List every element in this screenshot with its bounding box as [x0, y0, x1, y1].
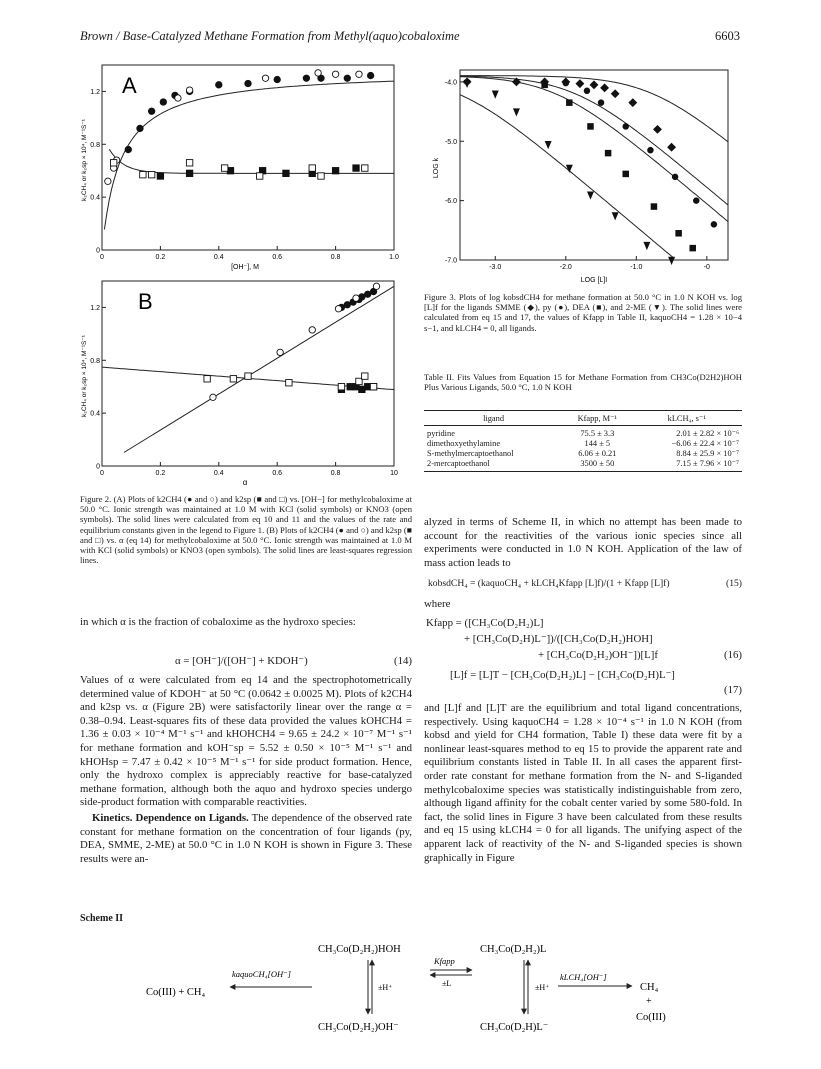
data-point	[370, 384, 376, 390]
data-point	[567, 165, 573, 172]
table-cell: 75.5 ± 3.3	[580, 429, 615, 438]
data-point	[256, 173, 262, 179]
data-point	[315, 70, 321, 76]
panel-a-markers	[105, 70, 374, 185]
table-cell: 144 ± 5	[584, 439, 611, 448]
data-point	[362, 165, 368, 171]
data-point	[332, 168, 338, 174]
where-label: where	[424, 598, 451, 610]
data-point	[598, 100, 604, 106]
x-tick-label: 0.4	[213, 254, 224, 261]
figure2-caption: Figure 2. (A) Plots of k2CH4 (● and ○) and k2sp (■ and □) vs. [OH−] for methylcobaloxime at 50.0 °C. Ionic strength was maintained at 1.0 M with KCl (solid symbols) or KNO3 (open symbols). The solid lines were calculated from eq 10 and 11 and the values of the rate and equilibrium constants given in the legend to Figure 1. (B) Plots of k2CH4 (● and ○) and k2sp (■ and □) vs. α (eq 14) for methylcobaloxime at 50.0 °C. Ionic strength was maintained at 1.0 M with KCl (solid symbols) or KNO3 (open symbols). The solid lines are least-squares regression lines.	[80, 494, 412, 566]
panel-a-xlabel: [OH⁻], M	[231, 264, 259, 271]
figure3-chart	[424, 60, 742, 286]
x-tick-label: 0.2	[155, 470, 166, 477]
equation-16-line-3: + [CH₃Co(D₂H₂)OH⁻])[L]f	[538, 649, 658, 661]
equation-14-number: (14)	[394, 655, 412, 667]
panel-b-ylabel: k₂CH₄ or k₂sp × 10⁴, M⁻¹S⁻¹	[81, 335, 88, 417]
data-point	[584, 88, 590, 94]
y-tick-label: -4.0	[444, 79, 457, 87]
data-point	[629, 99, 637, 107]
equation-17-text: [L]f = [L]T − [CH₃Co(D₂H₂)L] − [CH₃Co(D₂H)L⁻]	[450, 669, 675, 681]
y-tick-label: 0.4	[90, 410, 100, 418]
right-paragraph-1: alyzed in terms of Scheme II, in which no attempt has been made to account for the reactivities of the various ionic species since all experiments were conducted in 1.0 N KOH. Application of the law of mass action leads to	[424, 516, 742, 569]
x-tick-label: 0.6	[272, 254, 283, 261]
y-tick-label: 0.4	[90, 194, 100, 202]
data-point	[230, 376, 236, 382]
equation-16-line-1: Kfapp = ([CH₃Co(D₂H₂)L]	[426, 617, 544, 629]
table-cell: 8.84 ± 25.9 × 10⁻⁷	[676, 449, 739, 458]
data-point	[335, 306, 341, 312]
data-point	[338, 384, 344, 390]
figure3-plot	[433, 70, 728, 284]
data-point	[309, 165, 315, 171]
scheme-plus: +	[646, 996, 652, 1007]
data-point	[623, 171, 629, 177]
data-point	[216, 82, 222, 88]
running-header	[80, 29, 740, 47]
data-point	[332, 71, 338, 77]
scheme-top-mid: CH₃Co(D₂H₂)HOH	[318, 944, 401, 955]
y-tick-label: 1.2	[90, 304, 100, 312]
fit-line	[109, 149, 394, 173]
data-point	[148, 171, 154, 177]
data-point	[125, 146, 131, 152]
scheme-h-right: ±H⁺	[535, 983, 550, 992]
table2-header-ligand: ligand	[424, 411, 563, 426]
x-tick-label: 0.6	[272, 470, 283, 477]
equation-17	[424, 668, 742, 698]
figure3-xticks	[489, 256, 710, 271]
data-point	[492, 91, 498, 98]
data-point	[651, 204, 657, 210]
panel-a-frame	[102, 65, 394, 250]
fit-line	[104, 81, 394, 229]
equation-16	[424, 616, 742, 664]
x-tick-label: 1.0	[389, 254, 399, 261]
data-point	[623, 124, 629, 130]
y-tick-label: 0	[96, 463, 100, 471]
data-point	[353, 165, 359, 171]
table-cell: 3500 ± 50	[563, 459, 631, 472]
panel-b-yticks	[90, 305, 106, 471]
scheme-h-mid: ±H⁺	[378, 983, 393, 992]
panel-a-letter: A	[122, 73, 137, 98]
scheme-top-right: CH₃Co(D₂H₂)L	[480, 944, 547, 955]
table-row	[424, 459, 742, 472]
data-point	[605, 150, 611, 156]
data-point	[611, 90, 619, 98]
y-tick-label: -5.0	[444, 138, 457, 146]
data-point	[221, 165, 227, 171]
figure2-panel-b	[80, 276, 400, 491]
scheme-bot-mid: CH₃Co(D₂H₂)OH⁻	[318, 1022, 399, 1033]
data-point	[644, 242, 650, 249]
data-point	[148, 108, 154, 114]
table-cell: 2-mercaptoethanol	[424, 459, 563, 472]
data-point	[286, 380, 292, 386]
data-point	[545, 141, 551, 148]
data-point	[204, 376, 210, 382]
equation-16-line-2: + [CH₃Co(D₂H)L⁻])/([CH₃Co(D₂H₂)HOH]	[464, 633, 653, 645]
y-tick-label: 0	[96, 247, 100, 255]
x-tick-label: 0	[100, 470, 104, 477]
data-point	[588, 192, 594, 199]
data-point	[676, 230, 682, 236]
table-cell: dimethoxyethylamine	[427, 439, 501, 448]
table2-header-row	[424, 411, 742, 426]
scheme-products-left: Co(III) + CH₄	[146, 987, 206, 998]
equation-14	[80, 654, 412, 668]
data-point	[283, 170, 289, 176]
data-point	[277, 349, 283, 355]
table2-title: Table II. Fits Values from Equation 15 for Methane Formation from CH3Co(D2H2)HOH Plus Various Ligands, 50.0 °C, 1.0 N KOH	[424, 372, 742, 393]
x-tick-label: 0.2	[155, 254, 166, 261]
data-point	[668, 143, 676, 151]
data-point	[210, 394, 216, 400]
data-point	[137, 125, 143, 131]
data-point	[309, 327, 315, 333]
data-point	[186, 87, 192, 93]
figure2-panel-a	[80, 60, 400, 275]
table-cell: S-methylmercaptoethanol	[427, 449, 514, 458]
x-tick-label: 0.8	[330, 470, 341, 477]
x-tick-label: 0.4	[213, 470, 224, 477]
table2-header-kf: Kfapp, M⁻¹	[563, 411, 631, 426]
data-point	[690, 245, 696, 251]
y-tick-label: -6.0	[444, 198, 457, 206]
left-paragraph-2: Values of α were calculated from eq 14 and the spectrophotometrically determined value of KDOH⁻ at 50 °C (0.0642 ± 0.0025 M). Plots of k2CH4 and k2sp vs. α (Figure 2B) were satisfactorily linear over the range α = 0.38–0.94. Least-squares fits of these data provided the values kOHCH4 = 1.36 ± 0.03 × 10⁻⁴ M⁻¹ s⁻¹ and kHOHCH4 = 9.65 ± 24.2 × 10⁻⁷ M⁻¹ s⁻¹ for methane formation and kOH⁻sp = 5.52 ± 0.50 × 10⁻⁵ M⁻¹ s⁻¹ and kHOHsp = 7.47 ± 0.42 × 10⁻⁵ M⁻¹ s⁻¹ for side product formation. Hence, only the hydroxo complex is appreciably reactive for base-catalyzed methane formation, although both the aquo and hydroxo species undergo side-product formation with comparable reactivities.	[80, 674, 412, 809]
data-point	[160, 99, 166, 105]
table-row	[424, 449, 742, 459]
x-tick-label: 10	[390, 470, 398, 477]
data-point	[110, 160, 116, 166]
data-point	[367, 72, 373, 78]
data-point	[362, 373, 368, 379]
table2-header-kl: kLCH₄, s⁻¹	[632, 411, 742, 426]
equation-17-number: (17)	[724, 684, 742, 696]
y-tick-label: 0.8	[90, 357, 100, 365]
data-point	[344, 75, 350, 81]
panel-a-fit-lines	[104, 81, 394, 229]
table2	[424, 410, 742, 472]
data-point	[672, 174, 678, 180]
data-point	[186, 170, 192, 176]
fit-line	[460, 76, 728, 205]
panel-a-yticks	[90, 89, 106, 255]
table-cell: pyridine	[427, 429, 455, 438]
table-cell: 6.06 ± 0.21	[578, 449, 617, 458]
figure3-ylabel: LOG k	[433, 157, 440, 179]
data-point	[601, 84, 609, 92]
data-point	[654, 126, 662, 134]
data-point	[567, 100, 573, 106]
figure3-caption: Figure 3. Plots of log kobsdCH4 for methane formation at 50.0 °C in 1.0 N KOH vs. log [L]f for the ligands SMME (◆), py (●), DEA (■), and 2-ME (▼). The solid lines were calculated from eq 15 and 17, the values of Kfapp in Table II, kaquoCH4 = 1.28 × 10−4 s−1, and kLCH4 = 0, all ligands.	[424, 292, 742, 333]
x-tick-label: 0.8	[330, 254, 341, 261]
data-point	[356, 71, 362, 77]
fit-line	[460, 77, 728, 222]
table-cell: 7.15 ± 7.96 × 10⁻⁷	[632, 459, 742, 472]
equation-15-text: kobsdCH₄ = (kaquoCH₄ + kLCH₄Kfapp [L]f)/(1 + Kfapp [L]f)	[428, 578, 670, 589]
data-point	[303, 75, 309, 81]
figure3-yticks	[445, 79, 464, 264]
scheme-ch4: CH₄	[640, 982, 659, 993]
data-point	[514, 109, 520, 116]
table-row	[424, 426, 742, 440]
equation-14-text: α = [OH⁻]/([OH⁻] + KDOH⁻)	[175, 655, 308, 667]
data-point	[186, 160, 192, 166]
scheme-bot-right: CH₃Co(D₂H)L⁻	[480, 1022, 549, 1033]
scheme-plus-l: ±L	[442, 979, 452, 988]
left-paragraph-1: in which α is the fraction of cobaloxime as the hydroxo species:	[80, 616, 356, 628]
data-point	[590, 81, 598, 89]
kinetics-heading: Kinetics. Dependence on Ligands.	[92, 812, 249, 824]
figure3-markers	[463, 78, 716, 264]
data-point	[612, 213, 618, 220]
x-tick-label: -2.0	[559, 264, 572, 271]
left-paragraph-3-text: The dependence of the observed rate constant for methane formation on the concentration of four ligands (py, DEA, SMME, 2-ME) at 50.0 °C in 1.0 N KOH is shown in Figure 3. These results were an-	[80, 812, 413, 865]
page-number: 6603	[715, 29, 740, 43]
y-tick-label: 1.2	[90, 88, 100, 96]
data-point	[245, 80, 251, 86]
data-point	[105, 178, 111, 184]
panel-b-xticks	[100, 462, 398, 477]
data-point	[711, 222, 717, 228]
panel-a-xticks	[100, 246, 399, 261]
x-tick-label: -0	[703, 264, 710, 271]
right-paragraph-2: and [L]f and [L]T are the equilibrium and total ligand concentrations, respectively. Using kaquoCH4 = 1.28 × 10⁻⁴ s⁻¹ in 1.0 N KOH (from kobsd and yield for CH4 formation, Table I) these data were fit by a nonlinear least-squares method to eq 15 to provide the apparent rate and equilibrium constants listed in Table II. In all cases the apparent first-order rate constant for methane formation from the N- and S-liganded methylcobaloxime species was statistically indistinguishable from zero, although ligand affinity for the cobalt center varied by some 580-fold. In fact, the solid lines in Figure 3 have been calculated from these results and eq 15 using kLCH4 = 0 for all ligands. The unifying aspect of the apparent lack of reactivity of the N- and S-liganded species is shown graphically in Figure	[424, 702, 742, 864]
data-point	[140, 171, 146, 177]
data-point	[157, 173, 163, 179]
data-point	[648, 147, 654, 153]
scheme-co3: Co(III)	[636, 1012, 666, 1023]
data-point	[576, 80, 584, 88]
data-point	[262, 75, 268, 81]
data-point	[693, 198, 699, 204]
x-tick-label: -1.0	[630, 264, 643, 271]
figure3-xlabel: LOG [L]I	[580, 277, 608, 284]
left-paragraph-3	[80, 812, 412, 866]
y-tick-label: -7.0	[444, 257, 457, 265]
data-point	[542, 82, 548, 88]
scheme-title: Scheme II	[80, 913, 124, 924]
scheme-k-l: kLCH₄[OH⁻]	[560, 972, 607, 982]
data-point	[318, 173, 324, 179]
table-cell: −6.06 ± 22.4 × 10⁻⁷	[671, 439, 739, 448]
figure3-fit-lines	[460, 76, 728, 259]
table-row	[424, 439, 742, 449]
data-point	[563, 80, 569, 86]
scheme-ii	[80, 940, 740, 1050]
data-point	[373, 283, 379, 289]
data-point	[175, 95, 181, 101]
fit-line	[124, 286, 394, 452]
panel-b-letter: B	[138, 289, 153, 314]
x-tick-label: -3.0	[489, 264, 502, 271]
data-point	[353, 295, 359, 301]
y-tick-label: 0.8	[90, 141, 100, 149]
equation-15	[424, 577, 742, 591]
panel-a-plot	[81, 65, 399, 271]
table-cell: 2.01 ± 2.82 × 10⁻⁶	[676, 429, 739, 438]
scheme-kf: Kfapp	[434, 956, 455, 966]
data-point	[274, 76, 280, 82]
header-title: Brown / Base-Catalyzed Methane Formation from Methyl(aquo)cobaloxime	[80, 29, 460, 43]
panel-b-plot	[81, 281, 398, 487]
equation-16-number: (16)	[724, 649, 742, 661]
panel-b-xlabel: α	[242, 478, 248, 487]
equation-15-number: (15)	[726, 578, 742, 589]
fit-line	[460, 95, 674, 259]
data-point	[245, 373, 251, 379]
figure3-frame	[460, 70, 728, 260]
panel-a-ylabel: k₂CH₄ or k₂sp × 10⁴, M⁻¹S⁻¹	[81, 119, 88, 201]
data-point	[588, 124, 594, 130]
scheme-k-aquo: kaquoCH₄[OH⁻]	[232, 969, 291, 979]
x-tick-label: 0	[100, 254, 104, 261]
panel-b-markers	[204, 283, 380, 400]
